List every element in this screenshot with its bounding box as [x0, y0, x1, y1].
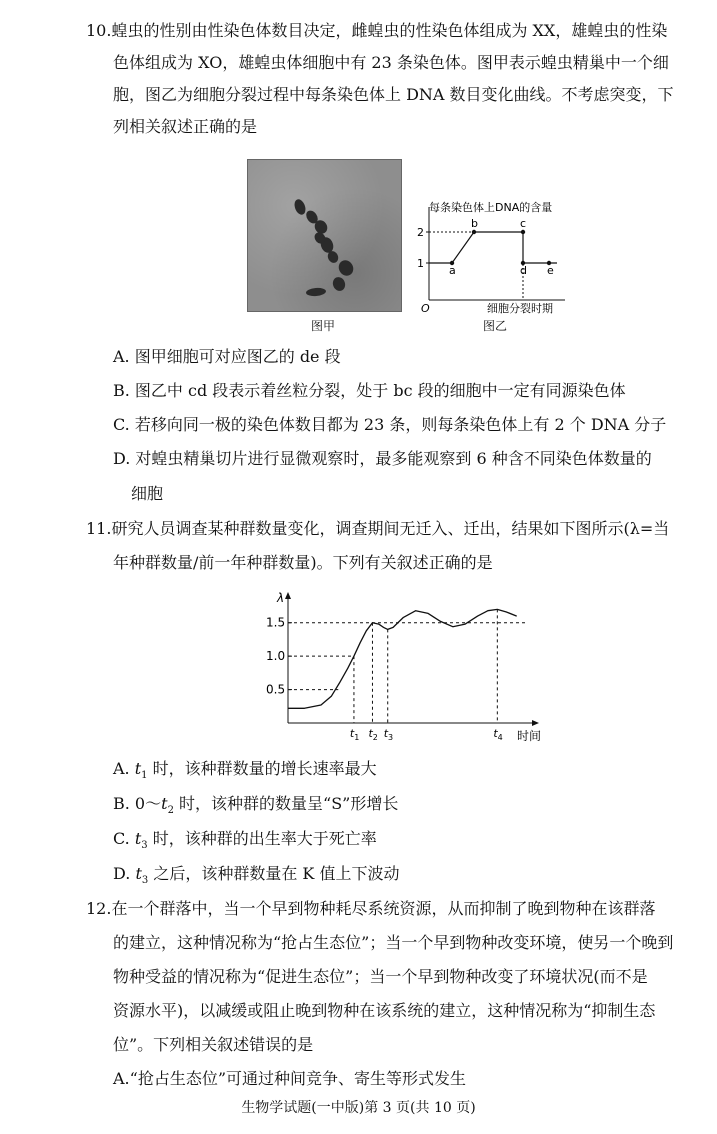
q10-line-2: 色体组成为 XO，雄蝗虫体细胞中有 23 条染色体。图甲表示蝗虫精巢中一个细 [113, 53, 669, 72]
q10-line-1: 10.蝗虫的性别由性染色体数目决定，雌蝗虫的性染色体组成为 XX，雄蝗虫的性染 [86, 21, 668, 40]
lambda-x-label: 时间 [517, 729, 542, 743]
q11-number: 11. [86, 519, 112, 538]
q12-line-1: 12.在一个群落中，当一个早到物种耗尽系统资源，从而抑制了晚到物种在该群落 [86, 899, 656, 918]
lambda-y-label: λ [277, 591, 285, 605]
q12-line-4: 资源水平)，以减缓或阻止晚到物种在该系统的建立，这种情况称为“抑制生态 [113, 1001, 656, 1020]
q11-option-c: C. $t_3$ 时，该种群的出生率大于死亡率 [113, 829, 377, 852]
lambda-x-arrow [532, 720, 539, 726]
q10-number: 10. [86, 21, 112, 40]
q10-option-d: D. 对蝗虫精巢切片进行显微观察时，最多能观察到 6 种含不同染色体数量的 [113, 449, 652, 468]
yi-origin-label: O [421, 302, 430, 315]
lambda-y-arrow [285, 592, 291, 599]
q12-line-3: 物种受益的情况称为“促进生态位”；当一个早到物种改变了环境状况(而不是 [113, 967, 648, 986]
figure-jia-micrograph [247, 159, 402, 312]
q12-line-2: 的建立，这种情况称为“抢占生态位”；当一个早到物种改变环境，使另一个晚到 [113, 933, 674, 952]
figure-yi-chart [405, 195, 605, 320]
lambda-xtick-label-1: $t_1$ [349, 727, 360, 742]
yi-point-b [472, 230, 476, 234]
lambda-xtick-label-2: $t_2$ [368, 727, 378, 742]
lambda-xtick-label-3: $t_3$ [383, 727, 394, 742]
yi-point-label-d: d [520, 264, 527, 277]
lambda-series-line [288, 609, 517, 708]
q12-line-5: 位”。下列相关叙述错误的是 [113, 1035, 314, 1054]
yi-point-label-a: a [449, 264, 456, 277]
lambda-ytick-label-0.5: 0.5 [266, 682, 286, 697]
q11-option-b: B. $0\sim t_2$ 时，该种群的数量呈“S”形增长 [113, 794, 399, 817]
lambda-chart [255, 588, 555, 746]
q10-option-c: C. 若移向同一极的染色体数目都为 23 条，则每条染色体上有 2 个 DNA 分子 [113, 415, 667, 434]
yi-point-label-c: c [520, 217, 527, 230]
yi-ytick-label-2: 2 [417, 226, 424, 239]
lambda-ytick-label-1.0: 1.0 [266, 649, 286, 664]
yi-ytick-label-1: 1 [417, 257, 424, 270]
q11-option-d: D. $t_3$ 之后，该种群数量在 K 值上下波动 [113, 864, 400, 887]
yi-point-c [521, 230, 525, 234]
q10-option-a: A. 图甲细胞可对应图乙的 de 段 [113, 347, 341, 366]
figure-yi-caption: 图乙 [483, 319, 508, 333]
q10-line-4: 列相关叙述正确的是 [113, 117, 258, 136]
q10-line-3: 胞，图乙为细胞分裂过程中每条染色体上 DNA 数目变化曲线。不考虑突变，下 [113, 85, 674, 104]
q12-number: 12. [86, 899, 112, 918]
q11-line-1: 11.研究人员调查某种群数量变化，调查期间无迁入、迁出，结果如下图所示(λ=当 [86, 519, 670, 538]
q11-line-2: 年种群数量/前一年种群数量)。下列有关叙述正确的是 [113, 553, 493, 572]
yi-x-axis-label: 细胞分裂时期 [487, 302, 553, 315]
q10-option-b: B. 图乙中 cd 段表示着丝粒分裂，处于 bc 段的细胞中一定有同源染色体 [113, 381, 626, 400]
yi-point-label-b: b [471, 217, 478, 230]
yi-point-label-e: e [547, 264, 554, 277]
yi-y-axis-label: 每条染色体上DNA的含量 [429, 201, 553, 214]
lambda-xtick-label-4: $t_4$ [493, 727, 503, 742]
chromosome-image [248, 160, 401, 311]
q10-option-d-cont: 细胞 [131, 484, 164, 503]
lambda-ytick-label-1.5: 1.5 [266, 615, 286, 630]
yi-series-line [429, 232, 557, 263]
page-footer: 生物学试题(一中版)第 3 页(共 10 页) [241, 1100, 476, 1116]
q12-option-a: A.“抢占生态位”可通过种间竞争、寄生等形式发生 [113, 1069, 467, 1088]
q11-option-a: A. $t_1$ 时，该种群数量的增长速率最大 [113, 759, 377, 782]
figure-jia-caption: 图甲 [311, 319, 336, 333]
